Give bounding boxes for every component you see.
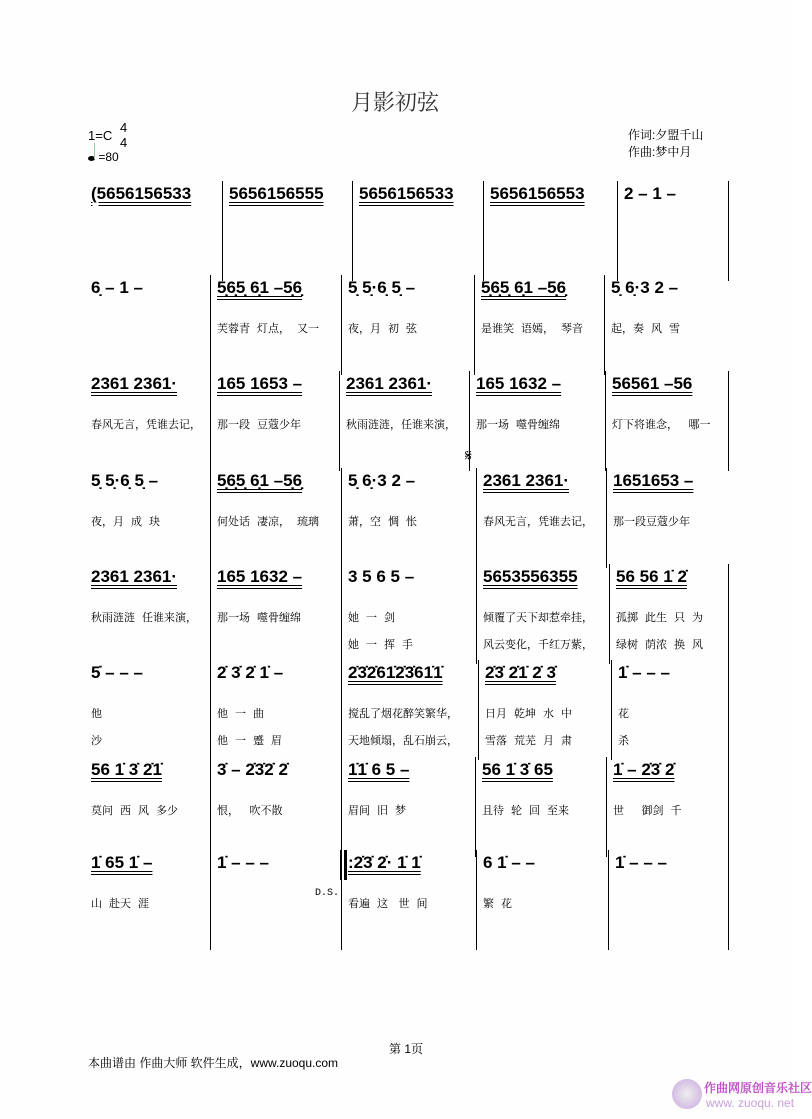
lyric-verse-1: 她 一 剑 <box>348 611 395 624</box>
credits <box>628 127 703 161</box>
measure-notes: 5̣ 5̣·6̣ 5̣ – <box>91 471 159 490</box>
lyric-verse-1: 看遍 这 世 间 <box>348 897 428 910</box>
measure-notes: 2̇3̇2̇61̇2̇3̇61̇1̇ <box>348 663 443 682</box>
measure-notes: 5656156555 <box>229 184 324 203</box>
measure-notes: 2361 2361· <box>91 567 178 586</box>
measure <box>210 275 341 375</box>
lyric-verse-1: 春风无言，凭谁去记， <box>91 418 201 431</box>
measure <box>85 757 210 857</box>
lyric-verse-1: 秋雨涟涟，任谁来演， <box>346 418 456 431</box>
measure <box>341 564 476 664</box>
measure-notes: 1̇ – – – <box>217 853 269 872</box>
measure-notes: 5̣ 6̣·3 2 – <box>611 278 679 297</box>
measure-notes: 1651653 – <box>613 471 694 490</box>
measure-notes: 56561 –56 <box>612 374 693 393</box>
lyric-verse-1: 那一场 噬骨缠绵 <box>217 611 301 624</box>
measure <box>352 181 483 281</box>
lyric-verse-1: 倾覆了天下却惹牵挂， <box>483 611 593 624</box>
measure-notes: 6 1̇ – – <box>483 853 535 872</box>
measure-notes: 1̇ – – – <box>618 663 670 682</box>
measure-notes: 5656156553 <box>490 184 585 203</box>
lyric-verse-1: 何处话 凄凉， 琉璃 <box>217 515 319 528</box>
measure-notes: 2361 2361· <box>346 374 433 393</box>
measure <box>85 850 210 950</box>
measure-notes: 6̣ – 1 – <box>91 278 143 297</box>
measure <box>604 275 729 375</box>
measure-notes: 1̇ – – – <box>615 853 667 872</box>
time-signature-bottom: 4 <box>120 135 128 150</box>
tempo-marking <box>88 150 119 164</box>
measure <box>341 468 476 568</box>
measure-notes: 2 – 1 – <box>624 184 676 203</box>
measure <box>475 757 606 857</box>
measure <box>341 757 475 857</box>
measure-notes: 165 1632 – <box>217 567 303 586</box>
lyric-verse-1: 山 赴天 涯 <box>91 897 149 910</box>
score-line <box>85 275 729 375</box>
watermark-line1: 作曲网原创音乐社区 <box>704 1081 812 1095</box>
lyric-verse-1: 恨， 吹不散 <box>217 804 283 817</box>
lyric-verse-2: 雪落 荒芜 月 肃 <box>485 734 572 747</box>
measure <box>210 468 341 568</box>
treble-clef-logo-icon <box>672 1079 702 1109</box>
measure-notes: 56 56 1̇ 2̇ <box>616 567 687 586</box>
measure <box>210 757 341 857</box>
measure <box>85 660 210 760</box>
lyric-verse-1: 那一段 豆蔻少年 <box>217 418 301 431</box>
measure <box>611 660 729 760</box>
footer-credit: 本曲谱由 作曲大师 软件生成，www.zuoqu.com <box>88 1056 339 1070</box>
lyric-verse-1: 萧，空 惆 怅 <box>348 515 417 528</box>
lyric-verse-1: 他 一 曲 <box>217 707 264 720</box>
composer: 作曲:梦中月 <box>628 145 692 159</box>
lyric-verse-2: 他 一 蹙 眉 <box>217 734 282 747</box>
lyric-verse-2: 她 一 挥 手 <box>348 638 413 651</box>
lyric-verse-2: 杀 <box>618 734 629 747</box>
measure <box>210 850 341 950</box>
measure-notes: 5̣6̣5̣ 6̣1 –5̣6̣ <box>217 278 303 297</box>
lyric-verse-1: 夜，月 初 弦 <box>348 322 417 335</box>
measure <box>85 564 210 664</box>
page-number: 第 1页 <box>389 1042 424 1056</box>
measure <box>210 564 341 664</box>
measure-notes: 5̣ 5̣·6̣ 5̣ – <box>348 278 416 297</box>
score-line <box>85 371 729 471</box>
lyric-verse-2: 风云变化，千红万紫， <box>483 638 593 651</box>
measure <box>85 468 210 568</box>
measure-notes: 3̇ – 2̇3̇2̇ 2̇ <box>217 760 288 779</box>
measure <box>210 371 339 471</box>
measure <box>617 181 729 281</box>
measure-notes: 1̇ 65 1̇ – <box>91 853 153 872</box>
measure-notes: (5656156533 <box>91 184 192 203</box>
measure <box>85 275 210 375</box>
measure-notes: 5̇ – – – <box>91 663 143 682</box>
measure-notes: 165 1632 – <box>476 374 562 393</box>
measure <box>476 850 608 950</box>
watermark-line2: www. zuoqu. net <box>706 1096 795 1110</box>
lyric-verse-1: 起，奏 风 雪 <box>611 322 680 335</box>
measure <box>85 371 210 471</box>
lyric-verse-1: 那一场 噬骨缠绵 <box>476 418 560 431</box>
dal-segno-label: D.S. <box>314 888 339 899</box>
measure <box>469 371 605 471</box>
measure-notes: 5653556355 <box>483 567 578 586</box>
lyric-verse-2: 绿树 荫浓 换 风 <box>616 638 703 651</box>
tempo-value: =80 <box>98 150 119 164</box>
lyric-verse-1: 且待 轮 回 至来 <box>482 804 569 817</box>
measure <box>476 564 609 664</box>
lyric-verse-1: 搅乱了烟花醉笑繁华， <box>348 707 458 720</box>
measure-notes: :2̇3̇ 2̇· 1̇ 1̇ <box>348 853 421 872</box>
lyric-verse-1: 夜，月 成 玦 <box>91 515 160 528</box>
measure <box>341 275 474 375</box>
measure <box>605 371 729 471</box>
measure <box>341 660 478 760</box>
lyric-verse-2: 天地倾塌，乱石崩云， <box>348 734 458 747</box>
time-signature-top: 4 <box>120 120 128 135</box>
measure-notes: 56 1̇ 3̇ 65 <box>482 760 553 779</box>
measure-notes: 2361 2361· <box>483 471 570 490</box>
watermark-logo <box>672 1077 812 1113</box>
lyric-verse-1: 灯下将谁念， 哪一 <box>612 418 711 431</box>
measure-notes: 3 5 6 5 – <box>348 567 415 586</box>
lyric-verse-1: 莫问 西 风 多少 <box>91 804 178 817</box>
score-line <box>85 448 729 568</box>
lyric-verse-1: 孤掷 此生 只 为 <box>616 611 703 624</box>
measure <box>474 275 604 375</box>
measure-notes: 56 1̇ 3̇ 2̇1̇ <box>91 760 162 779</box>
quarter-note-icon <box>88 156 95 161</box>
lyric-verse-1: 春风无言，凭谁去记， <box>483 515 593 528</box>
measure-notes: 2361 2361· <box>91 374 178 393</box>
measure <box>341 850 476 950</box>
key-signature: 1=C <box>88 128 113 143</box>
measure <box>606 757 729 857</box>
measure-notes: 1̇1̇ 6 5 – <box>348 760 410 779</box>
measure <box>478 660 611 760</box>
lyric-verse-1: 芙蓉青 灯点， 又一 <box>217 322 319 335</box>
measure <box>608 850 729 950</box>
measure <box>210 660 341 760</box>
measure <box>483 181 617 281</box>
measure-notes: 1̇ – 2̇3̇ 2̇ <box>613 760 675 779</box>
lyric-verse-1: 日月 乾坤 水 中 <box>485 707 572 720</box>
score-line <box>85 757 729 857</box>
measure-notes: 5̣6̣5̣ 6̣1 –5̣6̣ <box>481 278 567 297</box>
measure-notes: 165 1653 – <box>217 374 303 393</box>
score-line <box>85 660 729 760</box>
segno-icon: 𝄋 <box>465 448 472 465</box>
song-title: 月影初弦 <box>350 91 439 116</box>
measure-notes: 5̣6̣5̣ 6̣1 –5̣6̣ <box>217 471 303 490</box>
lyric-verse-1: 是谁笑 语嫣， 琴音 <box>481 322 583 335</box>
time-signature <box>120 120 127 150</box>
lyric-verse-1: 世 御剑 千 <box>613 804 682 817</box>
lyric-verse-1: 眉间 旧 梦 <box>348 804 406 817</box>
measure <box>606 468 729 568</box>
measure-notes: 5656156533 <box>359 184 454 203</box>
lyric-verse-1: 花 <box>618 707 629 720</box>
lyric-verse-1: 秋雨涟涟 任谁来演， <box>91 611 197 624</box>
lyric-verse-1: 那一段豆蔻少年 <box>613 515 690 528</box>
score-line <box>85 564 729 664</box>
lyric-verse-2: 沙 <box>91 734 102 747</box>
measure-notes: 2̇ 3̇ 2̇ 1̇ – <box>217 663 284 682</box>
score-line <box>85 850 729 950</box>
lyricist: 作词:夕盟千山 <box>628 128 704 142</box>
measure <box>85 181 222 281</box>
lyric-verse-1: 他 <box>91 707 102 720</box>
score-line <box>85 181 729 281</box>
measure <box>222 181 352 281</box>
lyric-verse-1: 繁 花 <box>483 897 512 910</box>
measure <box>609 564 729 664</box>
measure <box>339 371 469 471</box>
measure-notes: 2̇3̇ 2̇1̇ 2̇ 3̇ <box>485 663 556 682</box>
measure <box>465 448 606 568</box>
measure-notes: 5̣ 6̣·3 2 – <box>348 471 416 490</box>
